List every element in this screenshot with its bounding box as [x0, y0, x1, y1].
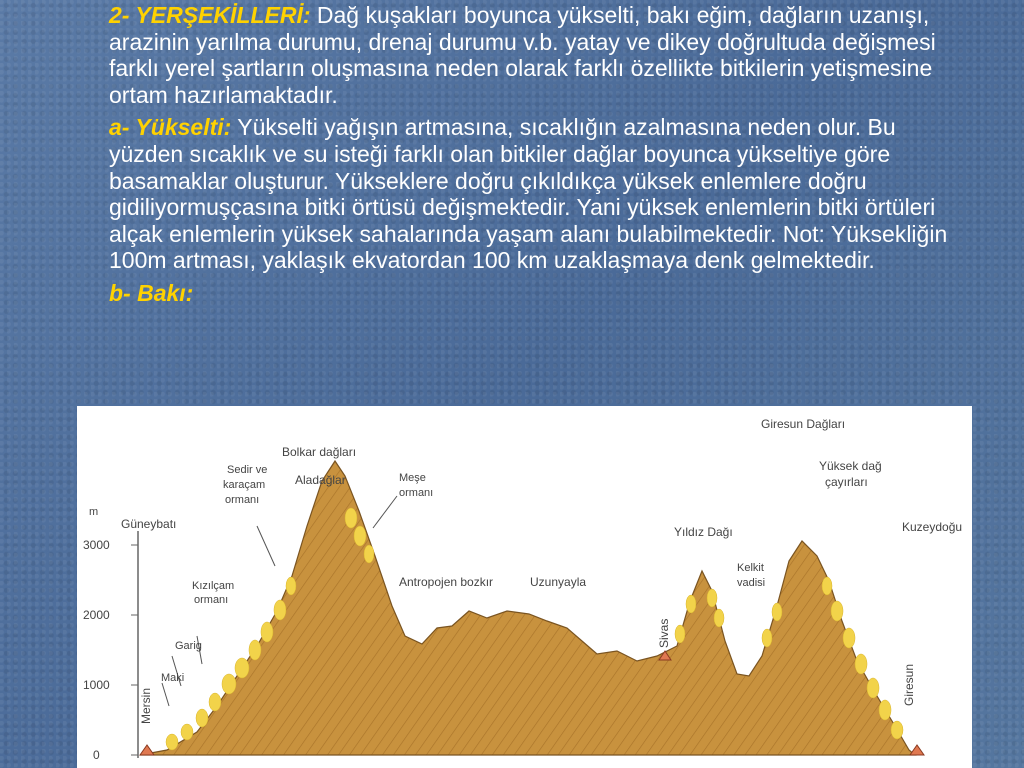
label-mersin: Mersin: [139, 687, 153, 724]
y-tick-2000: 2000: [83, 608, 110, 622]
label-kelkit-2: vadisi: [737, 577, 766, 589]
label-sedir-2: karaçam: [223, 479, 266, 491]
label-kuzeydogu: Kuzeydoğu: [902, 520, 963, 534]
label-giresun-daglari: Giresun Dağları: [761, 417, 846, 431]
label-giresun: Giresun: [902, 663, 916, 706]
label-uzunyayla: Uzunyayla: [530, 575, 587, 589]
label-sedir-3: ormanı: [225, 494, 260, 506]
body-yukselti: Yükselti yağışın artmasına, sıcaklığın azalmasına neden olur. Bu yüzden sıcaklık ve su isteği farklı olan bitkiler dağlar boyunca yükseltiye göre basamaklar oluşturur. Yükseklere doğru çıkıldıkça yüksek enlemlere doğru gidiliyormuşçasına bitki örtüsü değişmektedir. Yani yüksek enlemlerin bitki örtüleri alçak enlemlerin yüksek sahalarında yaşam alanı bulabilmektedir. Not: Yüksekliğin 100m artması, yaklaşık ekvatordan 100 km uzaklaşmaya denk gelmektedir.: [109, 114, 948, 274]
label-guneybati: Güneybatı: [121, 517, 177, 531]
label-yildiz-dagi: Yıldız Dağı: [674, 525, 733, 539]
label-mese-2: ormanı: [399, 487, 434, 499]
paragraph-baki: [109, 280, 969, 307]
label-maki: Maki: [161, 672, 185, 684]
label-mese-1: Meşe: [399, 472, 426, 484]
heading-yersekilleri: 2- YERŞEKİLLERİ:: [109, 2, 311, 28]
terrain-profile-figure: [77, 406, 972, 768]
label-sivas: Sivas: [657, 618, 671, 648]
label-yuksek-dag: Yüksek dağ: [819, 459, 882, 473]
label-kizilcam-2: ormanı: [194, 594, 229, 606]
terrain-profile-svg: [77, 406, 972, 768]
paragraph-yersekilleri: [109, 2, 969, 108]
y-tick-0: 0: [93, 748, 100, 762]
label-kelkit-1: Kelkit: [737, 562, 764, 574]
label-bolkar: Bolkar dağları: [282, 445, 357, 459]
y-tick-3000: 3000: [83, 538, 110, 552]
label-antropojen-bozkir: Antropojen bozkır: [399, 575, 494, 589]
label-kizilcam-1: Kızılçam: [192, 580, 235, 592]
body-yersekilleri: Dağ kuşakları boyunca yükselti, bakı eğim, dağların uzanışı, arazinin yarılma durumu, drenaj durumu v.b. yatay ve dikey doğrultuda değişmesi farklı yerel şartların oluşmasına neden olarak farklı özellikte bitkilerin yetişmesine ortam hazırlamaktadır.: [109, 2, 936, 108]
paragraph-yukselti: [109, 114, 969, 274]
heading-yukselti: a- Yükselti:: [109, 114, 232, 141]
slide-text: [109, 2, 969, 313]
y-axis: [83, 506, 138, 762]
axis-unit: m: [89, 506, 99, 518]
y-tick-1000: 1000: [83, 678, 110, 692]
label-garig: Garig: [175, 640, 202, 652]
label-cayirlari: çayırları: [825, 475, 868, 489]
heading-baki: b- Bakı:: [109, 279, 194, 306]
label-sedir-1: Sedir ve: [227, 464, 268, 476]
label-aladaglar: Aladağlar: [295, 473, 346, 487]
